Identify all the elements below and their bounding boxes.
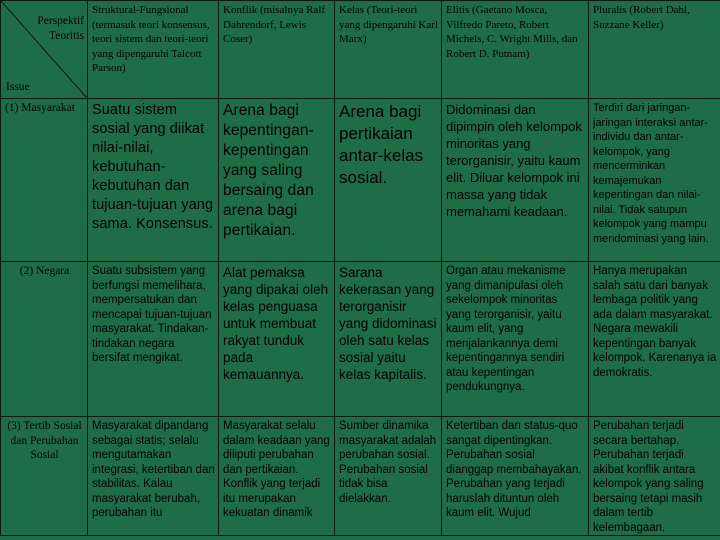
corner-cell: [1, 1, 88, 99]
header-conflict: Konflik (misalnya Ralf Dahrendorf, Lewis Coser): [219, 1, 335, 99]
table-row: [1, 417, 720, 536]
table-row: [1, 262, 720, 417]
issue-label: Issue: [6, 81, 30, 93]
cell-society-elitist: Didominasi dan dipimpin oleh kelompok minoritas yang terorganisir, yaitu kaum elit. Diluar kelompok ini massa yang tidak memahami keadaan.: [442, 99, 589, 262]
cell-state-class: Sarana kekerasan yang terorganisir yang didominasi oleh satu kelas sosial yaitu kelas kapitalis.: [335, 262, 442, 417]
cell-society-structural: Suatu sistem sosial yang diikat nilai-nilai, kebutuhan-kebutuhan dan tujuan-tujuan yang sama. Konsensus.: [88, 99, 219, 262]
header-elitist: Elitis (Gaetano Mosca, Vilfredo Pareto, Robert Michels, C. Wright Mills, dan Robert D. Putnam): [442, 1, 589, 99]
cell-society-conflict: Arena bagi kepentingan-kepentingan yang saling bersaing dan arena bagi pertikaian.: [219, 99, 335, 262]
perspective-label: Perspektif Teoritis: [37, 15, 84, 42]
table-row: [1, 99, 720, 262]
cell-state-structural: Suatu subsistem yang berfungsi memelihara, mempersatukan dan mencapai tujuan-tujuan masyarakat. Tindakan-tindakan negara bersifat mengikat.: [88, 262, 219, 417]
row-label-social-order: (3) Tertib Sosial dan Perubahan Sosial: [1, 417, 88, 536]
row-label-society: (1) Masyarakat: [1, 99, 88, 262]
cell-order-elitist: Ketertiban dan status-quo sangat dipentingkan. Perubahan sosial dianggap membahayakan. Perubahan yang terjadi haruslah dituntun oleh kaum elit. Wujud: [442, 417, 589, 536]
header-class: Kelas (Teori-teori yang dipengaruhi Karl Marx): [335, 1, 442, 99]
cell-order-pluralist: Perubahan terjadi secara bertahap. Perubahan terjadi akibat konflik antara kelompok yang saling bersaing tetapi masih dalam tertib kelembagaan.: [589, 417, 720, 536]
cell-society-class: Arena bagi pertikaian antar-kelas sosial.: [335, 99, 442, 262]
cell-state-pluralist: Hanya merupakan salah satu dari banyak lembaga politik yang ada dalam masyarakat. Negara mewakili kepentingan banyak kelompok. Karenanya ia demokratis.: [589, 262, 720, 417]
cell-order-conflict: Masyarakat selalu dalam keadaan yang diliputi perubahan dan pertikaian. Konflik yang terjadi itu merupakan kekuatan dinamik: [219, 417, 335, 536]
cell-state-elitist: Organ atau mekanisme yang dimanipulasi oleh sekelompok minoritas yang terorganisir, yaitu kaum elit, yang menjalankannya demi kepentingannya sendiri atau kepentingan pendukungnya.: [442, 262, 589, 417]
header-pluralist: Pluralis (Robert Dahl, Suzzane Keller): [589, 1, 720, 99]
header-structural-functional: Struktural-Fungsional (termasuk teori konsensus, teori sistem dan teori-teori yang dipengaruhi Talcott Parson): [88, 1, 219, 99]
header-row: [1, 1, 720, 99]
row-label-state: (2) Negara: [1, 262, 88, 417]
cell-order-structural: Masyarakat dipandang sebagai statis; selalu mengutamakan integrasi, ketertiban dan stabilitas. Kalau masyarakat berubah, perubahan itu: [88, 417, 219, 536]
cell-society-pluralist: Terdiri dari jaringan-jaringan interaksi antar-individu dan antar-kelompok, yang mencerminkan kemajemukan kepentingan dan nilai-nilai. Tidak satupun kelompok yang mampu mendominasi yang lain.: [589, 99, 720, 262]
cell-state-conflict: Alat pemaksa yang dipakai oleh kelas penguasa untuk membuat rakyat tunduk pada kemauannya.: [219, 262, 335, 417]
cell-order-class: Sumber dinamika masyarakat adalah perubahan sosial. Perubahan sosial tidak bisa dielakkan.: [335, 417, 442, 536]
